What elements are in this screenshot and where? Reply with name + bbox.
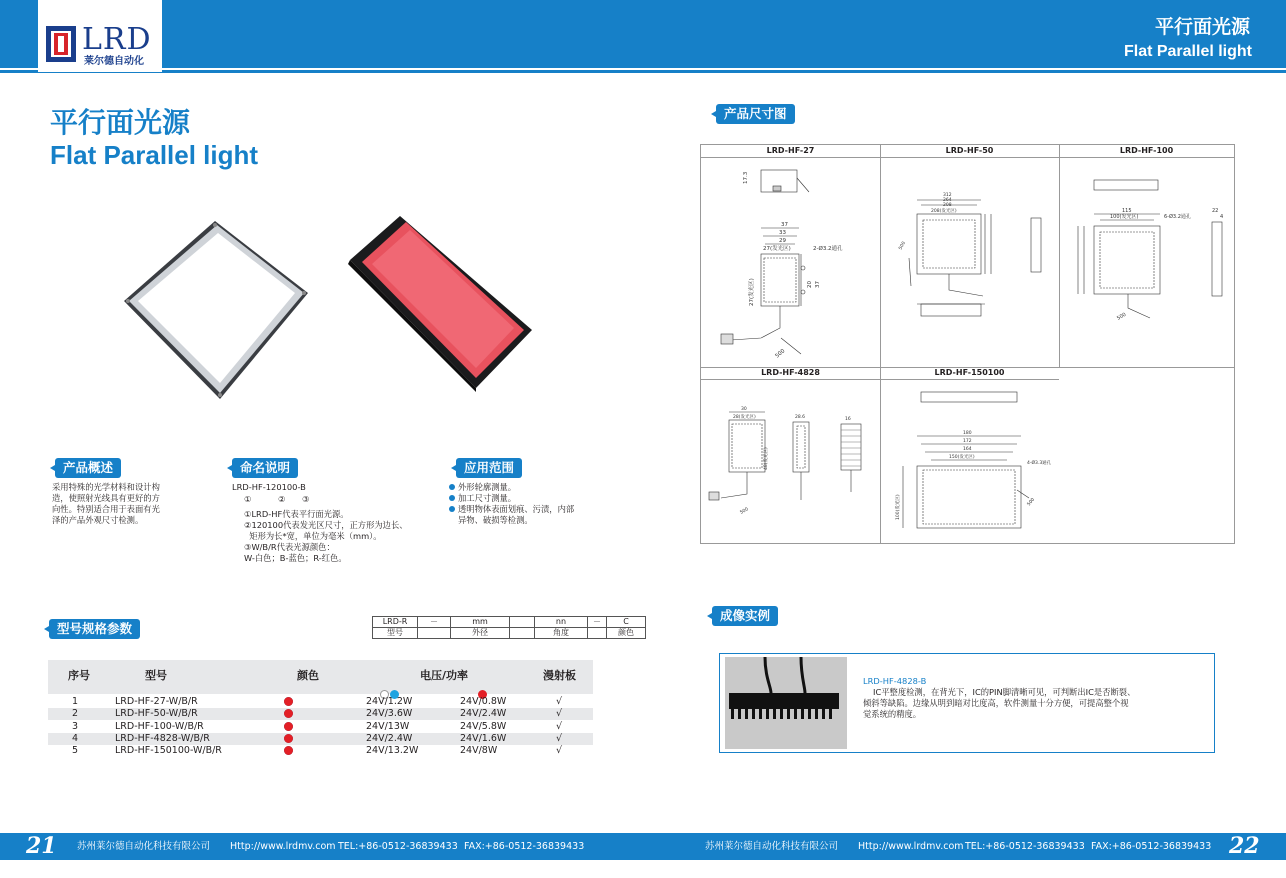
dim-hf100-115: 115 xyxy=(1122,208,1132,214)
dim-hf150100-172: 172 xyxy=(963,439,972,444)
dim-hf27-holes: 2-Ø3.2通孔 xyxy=(813,246,843,252)
section-tag-naming: 命名说明 xyxy=(232,458,298,478)
dim-hf27-emit-v: 27(发光区) xyxy=(749,278,755,306)
header-model: 型号 xyxy=(145,669,167,682)
dim-hf100-22: 22 xyxy=(1212,208,1219,214)
cell-no: 4 xyxy=(72,732,79,744)
drawing-title-hf50: LRD-HF-50 xyxy=(945,146,994,155)
footer-url-right: Http://www.lrdmv.com xyxy=(858,841,964,852)
dimension-drawings-panel xyxy=(700,144,1235,544)
dim-hf27-w37: 37 xyxy=(781,222,788,228)
header-color: 颜色 xyxy=(297,669,319,682)
cell-no: 2 xyxy=(72,708,79,720)
table-row xyxy=(48,721,593,733)
model-code-table: LRD-R － mm nn － C 型号 外径 角度 颜色 xyxy=(372,616,646,639)
drawing-title-hf27: LRD-HF-27 xyxy=(766,146,815,155)
footer-company-left: 苏州莱尔德自动化科技有限公司 xyxy=(77,841,211,852)
logo-subtitle: 莱尔德自动化 xyxy=(84,56,144,67)
page-title-cn: 平行面光源 xyxy=(50,106,191,139)
section-tag-specs: 型号规格参数 xyxy=(49,619,140,639)
footer-tel-right: TEL:+86-0512-36839433 xyxy=(965,841,1085,852)
dim-hf27-cable: 500 xyxy=(774,348,787,360)
footer-tel-left: TEL:+86-0512-36839433 xyxy=(338,841,458,852)
cell-diffuser: √ xyxy=(556,696,563,707)
naming-description: ①LRD-HF代表平行面光源。 ②120100代表发光区尺寸，正方形为边长、 矩形为长*宽，单位为毫米（mm）。 ③W/B/R代表光源颜色： W-白色；B-蓝色；R-红色。 xyxy=(244,509,408,563)
cell-model: LRD-HF-150100-W/B/R xyxy=(115,745,222,757)
table-row xyxy=(48,708,593,720)
header-title-cn: 平行面光源 xyxy=(1154,16,1250,38)
spec-table-header xyxy=(48,660,593,694)
red-dot-icon xyxy=(284,734,293,743)
white-light-panel-photo xyxy=(118,215,318,405)
drawing-title-hf4828: LRD-HF-4828 xyxy=(761,368,820,377)
dim-hf150100-emit: 150(发光区) xyxy=(949,455,975,460)
drawing-hf27 xyxy=(701,158,880,367)
dim-hf50-emit: 208(发光区) xyxy=(931,209,957,214)
section-tag-overview: 产品概述 xyxy=(55,458,121,478)
cell-voltage-r: 24V/5.8W xyxy=(460,720,507,732)
logo xyxy=(38,0,162,72)
header-rule xyxy=(0,70,1286,73)
page-number-left: 21 xyxy=(26,833,57,859)
dim-hf100-4: 4 xyxy=(1220,214,1224,220)
dim-hf100-holes: 6-Ø3.2通孔 xyxy=(1164,214,1191,220)
dim-hf4828-286: 28.6 xyxy=(795,415,806,420)
cell-voltage-wb: 24V/2.4W xyxy=(366,732,413,744)
imaging-example-box xyxy=(719,653,1215,753)
cell-no: 3 xyxy=(72,720,79,732)
naming-code: LRD-HF-120100-B xyxy=(232,482,306,492)
drawing-hf4828 xyxy=(701,380,880,543)
cell-model: LRD-HF-50-W/B/R xyxy=(115,708,198,720)
cell-no: 5 xyxy=(72,745,79,757)
lrd-logo-mark-icon xyxy=(46,26,76,62)
dim-hf50-cable: 500 xyxy=(898,241,908,251)
dim-hf27-20: 20 xyxy=(807,281,813,288)
imaging-model: LRD-HF-4828-B xyxy=(863,676,927,686)
cell-no: 1 xyxy=(72,696,79,707)
dim-hf4828-30: 30 xyxy=(741,407,747,412)
cell-voltage-r: 24V/8W xyxy=(460,745,498,757)
dim-hf100-emit: 100(发光区) xyxy=(1110,214,1139,220)
cell-diffuser: √ xyxy=(556,745,563,757)
red-dot-icon xyxy=(284,746,293,755)
drawing-hf100 xyxy=(1060,158,1235,367)
footer-fax-right: FAX:+86-0512-36839433 xyxy=(1091,841,1212,852)
table-row xyxy=(48,696,593,708)
dim-hf150100-holes: 4-Ø3.3通孔 xyxy=(1027,461,1052,466)
header-no: 序号 xyxy=(68,669,90,682)
red-dot-icon xyxy=(284,697,293,706)
table-row xyxy=(48,745,593,757)
cell-voltage-wb: 24V/3.6W xyxy=(366,708,413,720)
dim-hf27-w29: 29 xyxy=(779,238,786,244)
header-title-en: Flat Parallel light xyxy=(1123,43,1252,60)
red-dot-icon xyxy=(284,722,293,731)
section-tag-imaging: 成像实例 xyxy=(712,606,778,626)
dim-hf4828-emit-v: 48(发光区) xyxy=(764,447,769,470)
drawing-hf50 xyxy=(881,158,1059,367)
header-voltage: 电压/功率 xyxy=(420,669,469,682)
drawing-title-hf150100: LRD-HF-150100 xyxy=(934,368,1005,377)
dim-hf27-emit: 27(发光区) xyxy=(763,246,791,252)
bullet-icon xyxy=(449,506,455,512)
dim-hf100-cable: 500 xyxy=(1116,311,1128,322)
cell-diffuser: √ xyxy=(556,708,563,720)
cell-model: LRD-HF-4828-W/B/R xyxy=(115,732,210,744)
imaging-example-photo xyxy=(725,657,847,749)
cell-voltage-wb: 24V/13.2W xyxy=(366,745,419,757)
cell-voltage-r: 24V/1.6W xyxy=(460,732,507,744)
dim-hf27-37v: 37 xyxy=(815,281,821,288)
section-tag-dimensions: 产品尺寸图 xyxy=(716,104,795,124)
bullet-icon xyxy=(449,484,455,490)
dim-hf27-w33: 33 xyxy=(779,230,786,236)
dim-hf4828-cable: 500 xyxy=(739,507,750,516)
page-title-en: Flat Parallel light xyxy=(50,140,259,170)
dim-hf4828-16: 16 xyxy=(845,417,851,422)
page-header-bar xyxy=(0,0,1286,68)
footer-fax-left: FAX:+86-0512-36839433 xyxy=(464,841,585,852)
application-list: 外形轮廓测量。 加工尺寸测量。 透明物体表面划痕、污渍，内部 异物、破损等检测。 xyxy=(449,482,574,526)
cell-diffuser: √ xyxy=(556,732,563,744)
dim-hf150100-cable: 500 xyxy=(1026,497,1037,508)
cell-model: LRD-HF-100-W/B/R xyxy=(115,720,204,732)
dim-hf50-264: 264 xyxy=(943,198,952,203)
dim-hf4828-emit: 28(发光区) xyxy=(733,415,756,420)
cell-model: LRD-HF-27-W/B/R xyxy=(115,696,198,707)
dim-hf150100-164: 164 xyxy=(963,447,972,452)
page-number-right: 22 xyxy=(1229,833,1260,859)
dim-hf50-208: 208 xyxy=(943,203,952,208)
drawing-hf150100 xyxy=(881,380,1059,543)
cell-voltage-r: 24V/0.8W xyxy=(460,696,507,707)
footer-company-right: 苏州莱尔德自动化科技有限公司 xyxy=(705,841,839,852)
naming-markers: ① ② ③ xyxy=(244,494,310,504)
cell-voltage-wb: 24V/13W xyxy=(366,720,410,732)
dim-hf27-height: 17.3 xyxy=(743,171,749,184)
cell-diffuser: √ xyxy=(556,720,563,732)
drawing-title-hf100: LRD-HF-100 xyxy=(1119,146,1174,155)
bullet-icon xyxy=(449,495,455,501)
footer-url-left: Http://www.lrdmv.com xyxy=(230,841,336,852)
header-diffuser: 漫射板 xyxy=(543,669,576,682)
red-dot-icon xyxy=(284,709,293,718)
overview-text: 采用特殊的光学材料和设计构 造，使照射光线具有更好的方 向性。特别适合用于表面有光 泽的产品外观尺寸检测。 xyxy=(52,482,160,525)
dim-hf150100-180: 180 xyxy=(963,431,972,436)
section-tag-application: 应用范围 xyxy=(456,458,522,478)
cell-voltage-wb: 24V/1.2W xyxy=(366,696,413,707)
logo-text: LRD xyxy=(82,22,152,57)
dim-hf50-312: 312 xyxy=(943,193,952,198)
imaging-description: IC平整度检测，在背光下，IC的PIN脚清晰可见，可判断出IC是否断裂、 倾斜等缺陷。边缘从明到暗对比度高，软件测量十分方便，可提高整个视 觉系统的精度。 xyxy=(863,687,1136,719)
table-row xyxy=(48,733,593,745)
dim-hf150100-emit-v: 100(发光区) xyxy=(896,494,901,520)
red-light-panel-photo xyxy=(348,212,534,392)
cell-voltage-r: 24V/2.4W xyxy=(460,708,507,720)
